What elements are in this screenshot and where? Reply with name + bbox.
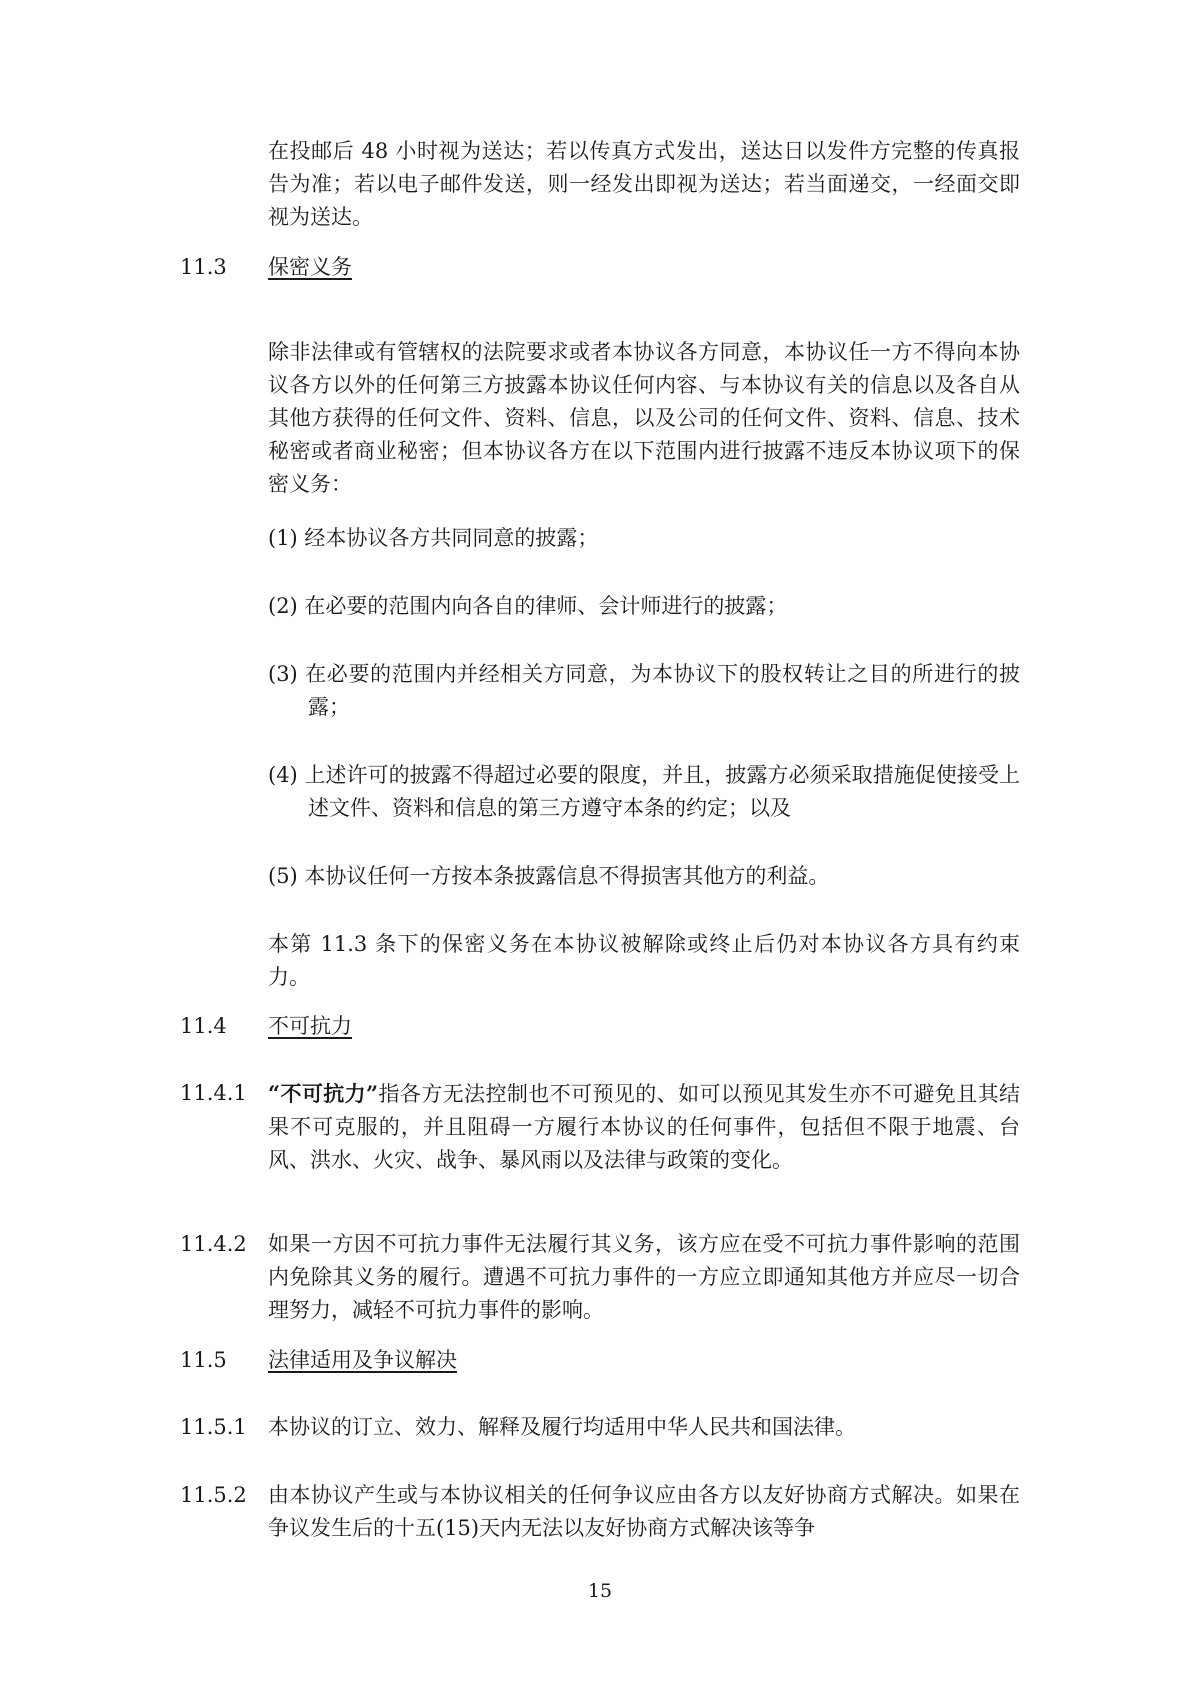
clause-number-11-4-1: 11.4.1: [180, 1081, 247, 1105]
list-item: (3) 在必要的范围内并经相关方同意，为本协议下的股权转让之目的所进行的披露；: [268, 662, 1020, 719]
list-item: (4) 上述许可的披露不得超过必要的限度，并且，披露方必须采取措施促使接受上述文件、资料和信息的第三方遵守本条的约定；以及: [268, 763, 1020, 820]
clause-11-5-1: 本协议的订立、效力、解释及履行均适用中华人民共和国法律。: [268, 1415, 856, 1439]
clause-number-11-5-2: 11.5.2: [180, 1483, 247, 1507]
clause-11-4-1: [268, 1077, 1020, 1177]
clause-number-11-4-2: 11.4.2: [180, 1232, 247, 1256]
section-heading-confidentiality: 保密义务: [268, 255, 352, 279]
clause-text: 指各方无法控制也不可预见的、如可以预见其发生亦不可避免且其结果不可克服的，并且阻碍一方履行本协议的任何事件，包括但不限于地震、台风、洪水、火灾、战争、暴风雨以及法律与政策的变化。: [268, 1082, 1020, 1172]
list-item: (1) 经本协议各方共同同意的披露；: [268, 526, 599, 550]
section-number-11-4: 11.4: [180, 1014, 227, 1038]
confidentiality-body: 除非法律或有管辖权的法院要求或者本协议各方同意，本协议任一方不得向本协议各方以外的任何第三方披露本协议任何内容、与本协议有关的信息以及各自从其他方获得的任何文件、资料、信息，以及公司的任何文件、资料、信息、技术秘密或者商业秘密；但本协议各方在以下范围内进行披露不违反本协议项下的保密义务：: [268, 340, 1020, 496]
confidentiality-closing: 本第 11.3 条下的保密义务在本协议被解除或终止后仍对本协议各方具有约束力。: [268, 932, 1020, 989]
clause-number-11-5-1: 11.5.1: [180, 1415, 247, 1439]
list-item: (2) 在必要的范围内向各自的律师、会计师进行的披露；: [268, 594, 788, 618]
section-heading-force-majeure: 不可抗力: [268, 1014, 352, 1038]
list-item: (5) 本协议任何一方按本条披露信息不得损害其他方的利益。: [268, 864, 830, 888]
section-number-11-3: 11.3: [180, 255, 227, 279]
section-number-11-5: 11.5: [180, 1348, 227, 1372]
defined-term: “不可抗力”: [268, 1081, 379, 1106]
intro-paragraph: 在投邮后 48 小时视为送达；若以传真方式发出，送达日以发件方完整的传真报告为准；若以电子邮件发送，则一经发出即视为送达；若当面递交，一经面交即视为送达。: [268, 139, 1020, 229]
clause-11-4-2: 如果一方因不可抗力事件无法履行其义务，该方应在受不可抗力事件影响的范围内免除其义务的履行。遭遇不可抗力事件的一方应立即通知其他方并应尽一切合理努力，减轻不可抗力事件的影响。: [268, 1232, 1020, 1322]
section-heading-governing-law: 法律适用及争议解决: [268, 1348, 457, 1372]
page-number: 15: [587, 1580, 613, 1602]
clause-11-5-2: 由本协议产生或与本协议相关的任何争议应由各方以友好协商方式解决。如果在争议发生后的十五(15)天内无法以友好协商方式解决该等争: [268, 1483, 1020, 1540]
